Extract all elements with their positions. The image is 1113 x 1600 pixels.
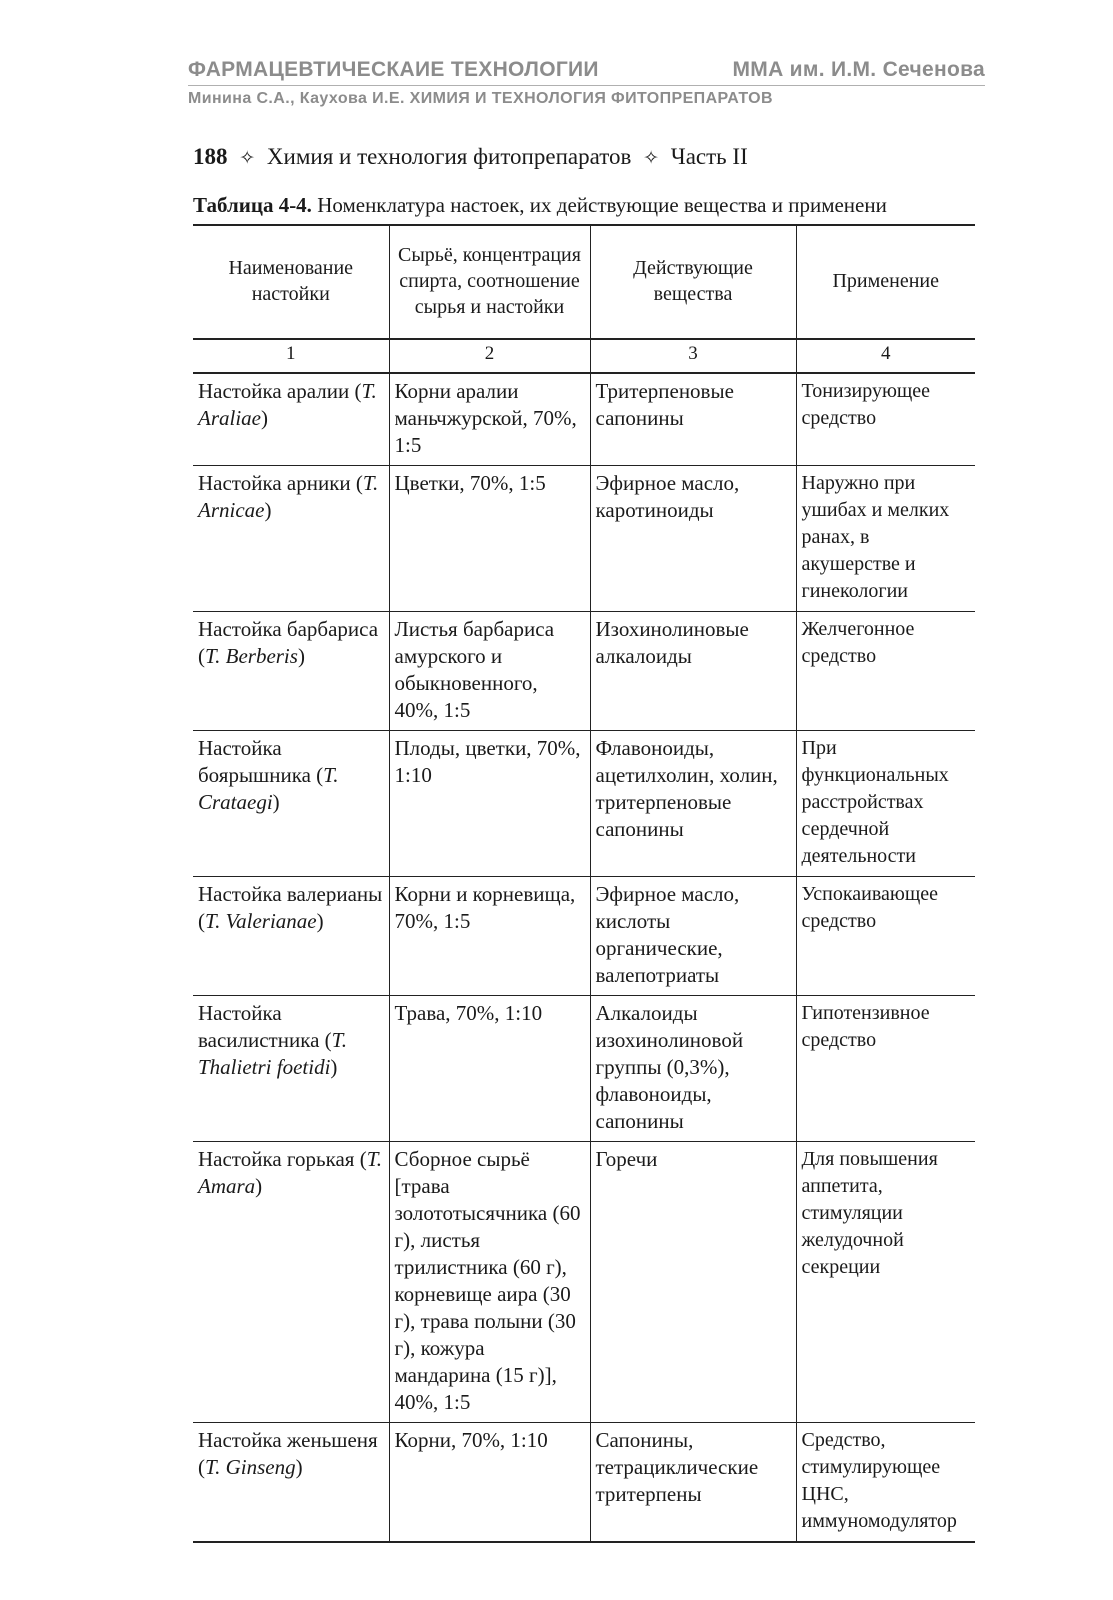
tincture-latin-name: T. Arnicae — [198, 471, 379, 522]
tincture-name: Настойка аралии — [198, 379, 350, 403]
column-number: 3 — [590, 339, 796, 373]
tincture-name: Настойка арники — [198, 471, 351, 495]
paren-open: ( — [310, 763, 324, 787]
column-number: 4 — [796, 339, 975, 373]
tincture-name-cell — [193, 1423, 389, 1543]
tincture-name-cell — [193, 731, 389, 877]
table-row — [193, 996, 975, 1142]
raw-material-cell: Корни, 70%, 1:10 — [389, 1423, 590, 1543]
application-cell: Для повышения аппетита, стимуляции желудочной секреции — [796, 1142, 975, 1423]
tincture-name: Настойка василистника — [198, 1001, 320, 1052]
table-row — [193, 877, 975, 996]
tincture-latin-name: T. Ginseng — [205, 1455, 296, 1479]
tincture-latin-name: T. Araliae — [198, 379, 377, 430]
paren-open: ( — [350, 471, 363, 495]
raw-material-cell: Цветки, 70%, 1:5 — [389, 466, 590, 612]
tincture-name-cell — [193, 466, 389, 612]
tincture-latin-name: T. Berberis — [205, 644, 298, 668]
paren-close: ) — [297, 644, 305, 668]
table-row — [193, 612, 975, 731]
raw-material-cell: Трава, 70%, 1:10 — [389, 996, 590, 1142]
tincture-latin-name: T. Valerianae — [205, 909, 317, 933]
tincture-name-cell — [193, 1142, 389, 1423]
tincture-latin-name: T. Crataegi — [198, 763, 339, 814]
tincture-name: Настойка горькая — [198, 1147, 355, 1171]
tinctures-table — [193, 224, 975, 1543]
application-cell: Успокаивающее средство — [796, 877, 975, 996]
paren-close: ) — [272, 790, 280, 814]
separator-diamond-icon: ✧ — [239, 147, 256, 169]
active-substances-cell: Тритерпеновые сапонины — [590, 373, 796, 466]
table-row — [193, 731, 975, 877]
application-cell: Средство, стимулирующее ЦНС, иммуномодулятор — [796, 1423, 975, 1543]
tincture-name-cell — [193, 612, 389, 731]
tincture-name-cell — [193, 877, 389, 996]
separator-diamond-icon: ✧ — [643, 147, 659, 169]
book-title: Химия и технология фитопрепаратов — [266, 144, 632, 169]
tincture-name: Настойка боярышника — [198, 736, 311, 787]
raw-material-cell: Корни и корневища, 70%, 1:5 — [389, 877, 590, 996]
column-number: 1 — [193, 339, 389, 373]
active-substances-cell: Эфирное масло, кислоты органические, валепотриаты — [590, 877, 796, 996]
document-header-institution: ММА им. И.М. Сеченова — [732, 58, 985, 81]
part-label: Часть II — [670, 144, 748, 169]
table-row — [193, 1142, 975, 1423]
table-body — [193, 373, 975, 1542]
table-row — [193, 466, 975, 612]
raw-material-cell: Плоды, цветки, 70%, 1:10 — [389, 731, 590, 877]
table-caption-label: Таблица 4-4. — [193, 193, 312, 217]
paren-close: ) — [330, 1055, 338, 1079]
active-substances-cell: Алкалоиды изохинолиновой группы (0,3%), флавоноиды, сапонины — [590, 996, 796, 1142]
active-substances-cell: Эфирное масло, каротиноиды — [590, 466, 796, 612]
tincture-latin-name: T. Thalietri foetidi — [198, 1028, 348, 1079]
paren-close: ) — [261, 406, 268, 430]
tincture-name-cell — [193, 996, 389, 1142]
paren-open: ( — [319, 1028, 332, 1052]
active-substances-cell: Флавоноиды, ацетилхолин, холин, тритерпеновые сапонины — [590, 731, 796, 877]
page-number: 188 — [193, 144, 228, 169]
column-number-row — [193, 339, 975, 373]
table-row — [193, 1423, 975, 1543]
header-divider — [188, 85, 985, 86]
paren-close: ) — [255, 1174, 263, 1198]
paren-open: ( — [354, 1147, 367, 1171]
document-header-title: ФАРМАЦЕВТИЧЕСКАИЕ ТЕХНОЛОГИИ — [188, 58, 599, 81]
application-cell: Наружно при ушибах и мелких ранах, в акушерстве и гинекологии — [796, 466, 975, 612]
application-cell: Тонизирующее средство — [796, 373, 975, 466]
tincture-name: Настойка женьшеня — [198, 1428, 378, 1452]
tincture-name: Настойка барбариса — [198, 617, 379, 641]
raw-material-cell: Корни аралии маньчжурской, 70%, 1:5 — [389, 373, 590, 466]
column-header: Сырьё, концентрация спирта, соотношение сырья и настойки — [389, 225, 590, 339]
active-substances-cell: Изохинолиновые алкалоиды — [590, 612, 796, 731]
application-cell: Гипотензивное средство — [796, 996, 975, 1142]
column-header: Применение — [796, 225, 975, 339]
paren-open: ( — [198, 1455, 205, 1479]
application-cell: Желчегонное средство — [796, 612, 975, 731]
paren-close: ) — [264, 498, 272, 522]
document-header-subtitle: Минина С.А., Каухова И.Е. ХИМИЯ И ТЕХНОЛОГИЯ ФИТОПРЕПАРАТОВ — [188, 90, 773, 107]
paren-open: ( — [198, 644, 205, 668]
raw-material-cell: Сборное сырьё [трава золототысячника (60 г), листья трилистника (60 г), корневище аира (30 г), трава полыни (30 г), кожура мандарина (15 г)], 40%, 1:5 — [389, 1142, 590, 1423]
table-caption-text: Номенклатура настоек, их действующие вещества и применени — [317, 193, 887, 217]
paren-close: ) — [316, 909, 324, 933]
raw-material-cell: Листья барбариса амурского и обыкновенного, 40%, 1:5 — [389, 612, 590, 731]
tincture-latin-name: T. Amara — [198, 1147, 383, 1198]
column-header: Наименование настойки — [193, 225, 389, 339]
running-head — [193, 144, 748, 170]
table-caption — [193, 193, 975, 218]
application-cell: При функциональных расстройствах сердечной деятельности — [796, 731, 975, 877]
paren-open: ( — [349, 379, 362, 403]
paren-close: ) — [295, 1455, 303, 1479]
tincture-name-cell — [193, 373, 389, 466]
paren-open: ( — [198, 909, 205, 933]
tincture-name: Настойка валерианы — [198, 882, 383, 906]
column-header: Действующие вещества — [590, 225, 796, 339]
active-substances-cell: Горечи — [590, 1142, 796, 1423]
table-header-row — [193, 225, 975, 339]
active-substances-cell: Сапонины, тетрациклические тритерпены — [590, 1423, 796, 1543]
column-number: 2 — [389, 339, 590, 373]
table-row — [193, 373, 975, 466]
